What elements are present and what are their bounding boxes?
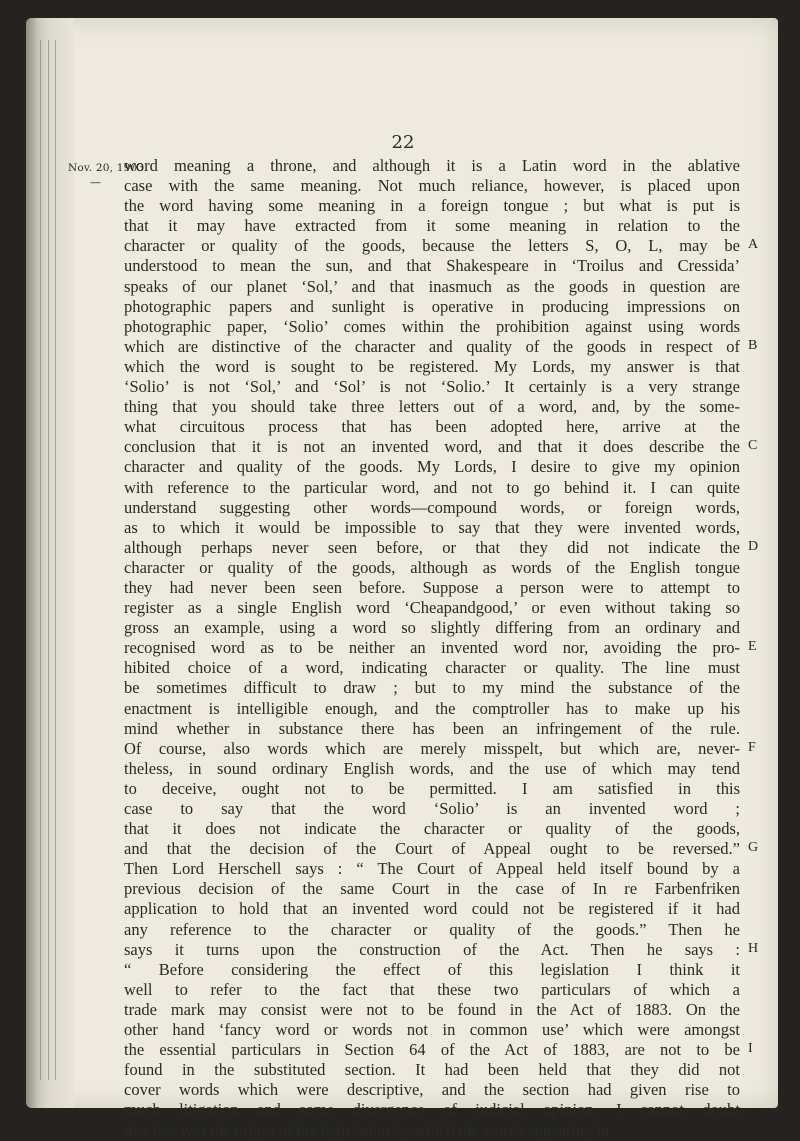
text-line: which the word is sought to be registered. My Lords, my answer is that [124,356,740,376]
binding-gutter [26,18,74,1108]
text-line: ‘Solio’ is not ‘Sol,’ and ‘Sol’ is not ‘Solio.’ It certainly is a very strange [124,377,740,397]
text-line: well to refer to the fact that these two particulars of which a [124,979,740,999]
text-line: says it turns upon the construction of the Act. Then he says : [124,939,740,959]
text-line: what circuitous process that has been adopted here, arrive at the [124,417,740,437]
margin-letter: F [748,739,756,755]
text-line: although perhaps never seen before, or that they did not indicate the [124,537,740,557]
text-line: case to say that the word ‘Solio’ is an invented word ; [124,799,740,818]
text-line: character or quality of the goods, although as words of the English tongue [124,557,740,577]
margin-date: Nov. 20, 1903 [68,162,145,174]
text-line: that it may have extracted from it some meaning in relation to the [124,216,740,236]
text-line: register as a single English word ‘Cheapandgood,’ or even without taking so [124,598,740,618]
text-line: which are distinctive of the character and quality of the goods in respect of [124,336,740,356]
text-line: they had never been seen before. Suppose a person were to attempt to [124,577,740,597]
text-line: conclusion that it is not an invented word, and that it does describe the [124,437,740,457]
text-line: cover words which were descriptive, and the section had given rise to [124,1080,740,1100]
margin-letter: E [748,639,757,655]
text-line: theless, in sound ordinary English words, and the use of which may tend [124,758,740,778]
text-line: understand suggesting other words—compound words, or foreign words, [124,497,740,517]
text-line: that this was the origin of the legislation by which the words appearing in [124,1120,610,1140]
margin-letter: A [748,237,759,253]
margin-letter: G [748,840,759,856]
gutter-edge-line [40,40,41,1080]
text-line: recognised word as to be neither an invented word nor, avoiding the pro- [124,638,740,658]
gutter-edge-line [55,40,56,1080]
margin-letter: H [748,940,759,956]
text-line: with reference to the particular word, and not to go behind it. I can quite [124,477,740,497]
text-line: Then Lord Herschell says : “ The Court of Appeal held itself bound by a [124,859,740,879]
text-line: as to which it would be impossible to say that they were invented words, [124,517,740,537]
text-line: understood to mean the sun, and that Shakespeare in ‘Troilus and Cressida’ [124,256,740,276]
text-line: speaks of our planet ‘Sol,’ and that inasmuch as the goods in question are [124,276,740,296]
text-line: the word having some meaning in a foreign tongue ; but what is put is [124,196,740,216]
margin-dash: — [90,176,101,189]
text-line: that it does not indicate the character or quality of the goods, [124,819,740,839]
text-line: enactment is intelligible enough, and the comptroller has to make up his [124,698,740,718]
text-line: application to hold that an invented word could not be registered if it had [124,899,740,919]
text-line: word meaning a throne, and although it is a Latin word in the ablative [124,156,740,175]
text-line: mind whether in substance there has been an infringement of the rule. [124,718,740,738]
text-line: found in the substituted section. It had been held that they did not [124,1060,740,1080]
text-line: Of course, also words which are merely misspelt, but which are, never- [124,738,740,758]
text-line: other hand ‘fancy word or words not in common use’ which were amongst [124,1020,740,1040]
text-line: photographic paper, ‘Solio’ comes within the prohibition against using words [124,316,740,336]
margin-letter: D [748,538,759,554]
text-line: and that the decision of the Court of Appeal ought to be reversed.” [124,839,740,859]
text-line: character or quality of the goods, because the letters S, O, L, may be [124,236,740,256]
text-line: trade mark may consist were not to be found in the Act of 1883. On the [124,999,740,1019]
text-line: case with the same meaning. Not much reliance, however, is placed upon [124,176,740,196]
body-text [124,156,740,1141]
text-line: photographic papers and sunlight is operative in producing impressions on [124,296,740,316]
text-line: to deceive, ought not to be permitted. I am satisfied in this [124,778,740,798]
text-line: thing that you should take three letters out of a word, and, by the some- [124,397,740,417]
margin-letter: I [748,1041,753,1057]
text-line: be sometimes difficult to draw ; but to my mind the substance of the [124,678,740,698]
text-line: “ Before considering the effect of this legislation I think it [124,959,740,979]
text-line: much litigation and some divergence of judicial opinion. I cannot doubt [124,1100,740,1120]
page-number: 22 [391,132,415,153]
margin-letter: B [748,337,758,353]
text-line: hibited choice of a word, indicating character or quality. The line must [124,658,740,678]
gutter-edge-line [48,40,49,1080]
text-line: previous decision of the same Court in the case of In re Farbenfriken [124,879,740,899]
text-line: any reference to the character or quality of the goods.” Then he [124,919,740,939]
margin-letter: C [748,438,758,454]
text-line: gross an example, using a word so slightly differing from an ordinary and [124,618,740,638]
text-line: character and quality of the goods. My Lords, I desire to give my opinion [124,457,740,477]
text-line: the essential particulars in Section 64 of the Act of 1883, are not to be [124,1040,740,1060]
